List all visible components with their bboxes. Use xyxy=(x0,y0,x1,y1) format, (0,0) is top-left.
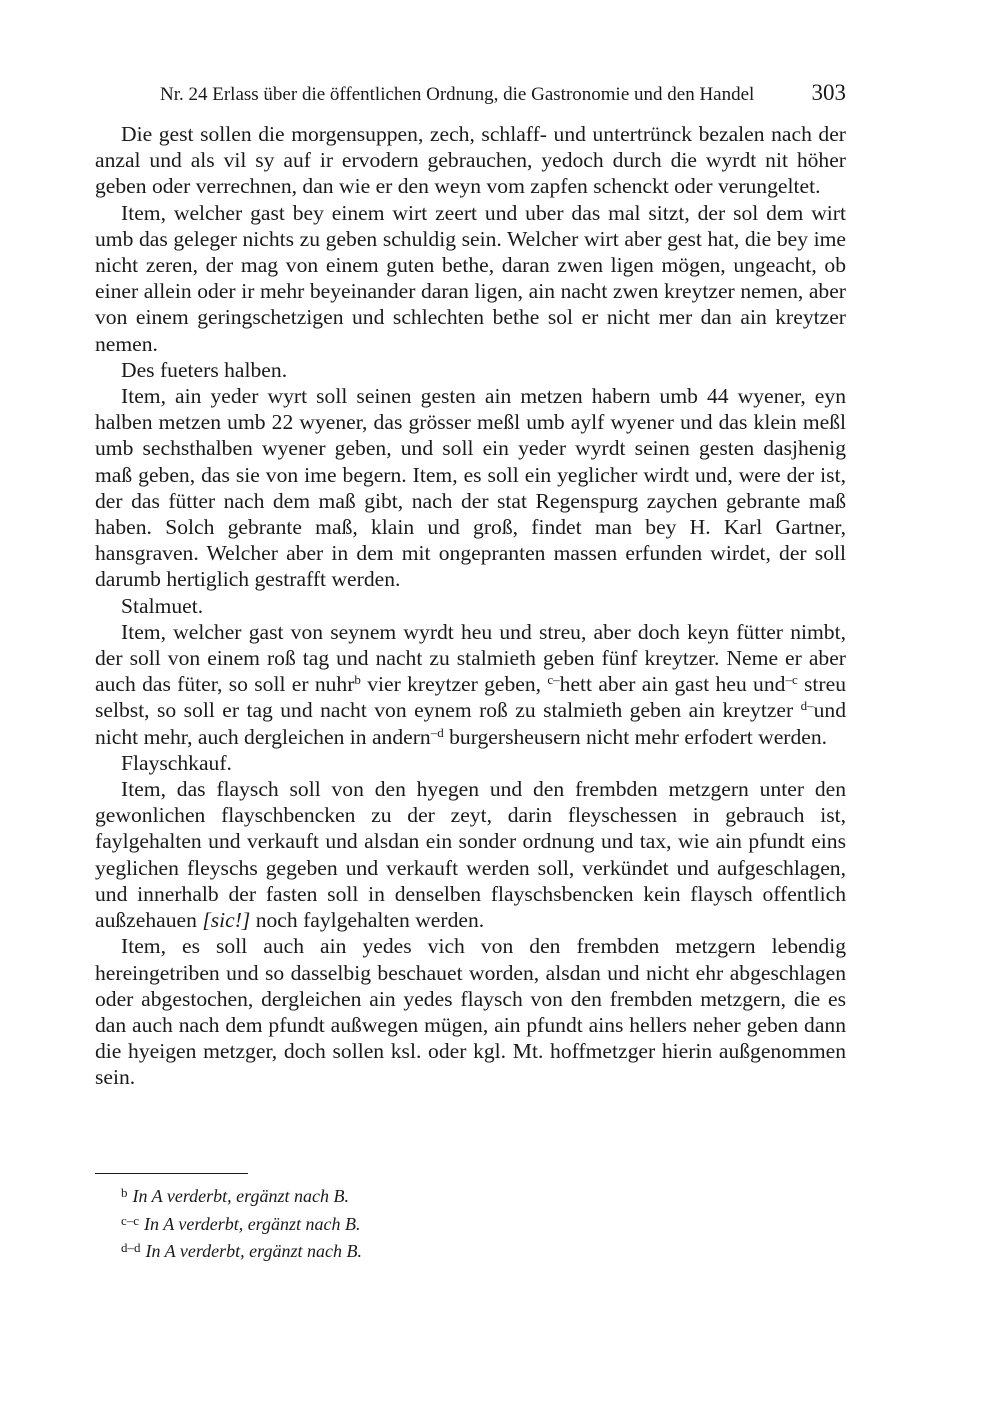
p4-text-b: vier kreytzer geben, xyxy=(360,672,548,697)
footnote-mark: b xyxy=(121,1185,128,1200)
footnote-c xyxy=(121,1209,821,1237)
footnotes xyxy=(121,1181,821,1264)
footnote-rule xyxy=(95,1173,248,1174)
paragraph-2: Item, welcher gast bey einem wirt zeert und uber das mal sitzt, der sol dem wirt umb das geleger nichts zu geben schuldig sein. Welcher wirt aber gest hat, die bey ime nicht zeren, der mag von einem guten bethe, daran zwen ligen mögen, ungeacht, ob einer allein oder ir mehr beyeinander daran ligen, ain nacht zwen kreytzer nemen, aber von einem geringschetzigen und schlechten bethe sol er nicht mer dan ain kreytzer nemen. xyxy=(95,200,846,356)
footnote-mark: c–c xyxy=(121,1212,140,1228)
footnote-ref-c-close: –c xyxy=(785,672,798,688)
footnote-ref-c-open: c– xyxy=(547,672,560,688)
footnote-d xyxy=(121,1236,821,1264)
sic-annotation: [sic!] xyxy=(202,908,251,933)
section-heading-fueter: Des fueters halben. xyxy=(121,357,288,382)
footnote-mark: d–d xyxy=(121,1240,141,1255)
footnote-ref-d-open: d– xyxy=(800,698,814,714)
page-number: 303 xyxy=(811,80,846,105)
section-heading-flayschkauf: Flayschkauf. xyxy=(121,750,232,775)
p4-text-d: streu selbst, so soll er tag und nacht von eynem roß zu stalmieth geben ain kreytzer xyxy=(95,672,846,723)
running-header xyxy=(160,80,846,106)
paragraph-5 xyxy=(95,776,846,933)
footnote-ref-d-close: –d xyxy=(430,724,444,740)
paragraph-1: Die gest sollen die morgensuppen, zech, schlaff- und untertrünck bezalen nach der anzal und als vil sy auf ir ervodern gebrauchen, yedoch durch die wyrdt nit höher geben oder verrechnen, dan wie er den weyn vom zapfen schenckt oder verungeltet. xyxy=(95,122,846,199)
p4-text-a: Item, welcher gast von seynem wyrdt heu und streu, aber doch keyn fütter nimbt, der soll von einem roß tag und nacht zu stalmieth geben fünf kreytzer. Neme er aber auch das füter, so soll er nuhr xyxy=(95,619,846,697)
paragraph-3: Item, ain yeder wyrt soll seinen gesten ain metzen habern umb 44 wyener, eyn halben metzen umb 22 wyener, das grösser meßl umb aylf wyener und das klein meßl umb sechsthalben wyener geben, und soll ein yeder wyrdt seinen gesten dasjhenig maß geben, das sie von ime begern. Item, es soll ein yeglicher wirdt und, were der ist, der das fütter nach dem maß gibt, nach der stat Regenspurg zaychen gebrante maß haben. Solch gebrante maß, klain und groß, findet man bey H. Karl Gartner, hansgraven. Welcher aber in dem mit ongepranten massen erfunden wirdet, der soll darumb hertiglich gestrafft werden. xyxy=(95,384,846,592)
paragraph-4 xyxy=(95,619,846,750)
footnote-ref-b: b xyxy=(354,672,361,688)
p4-text-c: hett aber ain gast heu und xyxy=(559,672,786,697)
p5-text-b: noch faylgehalten werden. xyxy=(250,908,485,933)
p4-text-f: burgersheusern nicht mehr erfodert werden. xyxy=(443,724,828,749)
main-text xyxy=(95,121,846,1091)
paragraph-6: Item, es soll auch ain yedes vich von den frembden metzgern lebendig hereingetriben und so dasselbig beschauet worden, alsdan und nicht ehr abgeschlagen oder abgestochen, dergleichen ain yedes flaysch von den frembden metzgern, die es dan auch nach dem pfundt außwegen mügen, ain pfundt ains hellers neher geben dann die hyeigen metzger, doch sollen ksl. oder kgl. Mt. hoffmetzger hierin außgenommen sein. xyxy=(95,934,846,1090)
footnote-b xyxy=(121,1181,821,1209)
footnote-text: In A verderbt, ergänzt nach B. xyxy=(144,1213,361,1234)
p5-text-a: Item, das flaysch soll von den hyegen und den frembden metzgern unter den gewonlichen flayschbencken zu der zeyt, darin fleyschessen in gebrauch ist, faylgehalten und verkauft und alsdan ein sonder ordnung und tax, wie ain pfundt eins yeglichen fleyschs gegeben und verkauft werden soll, verkündet und aufgeschlagen, und innerhalb der fasten soll in denselben flayschsbencken kein flaysch offentlich außzehauen xyxy=(95,777,846,933)
section-heading-stalmuet: Stalmuet. xyxy=(121,593,204,618)
footnote-text: In A verderbt, ergänzt nach B. xyxy=(132,1186,349,1206)
footnote-text: In A verderbt, ergänzt nach B. xyxy=(145,1241,362,1261)
running-title: Nr. 24 Erlass über die öffentlichen Ordnung, die Gastronomie und den Handel xyxy=(160,84,755,105)
p4-text-e: und nicht mehr, auch dergleichen in andern xyxy=(95,698,846,749)
